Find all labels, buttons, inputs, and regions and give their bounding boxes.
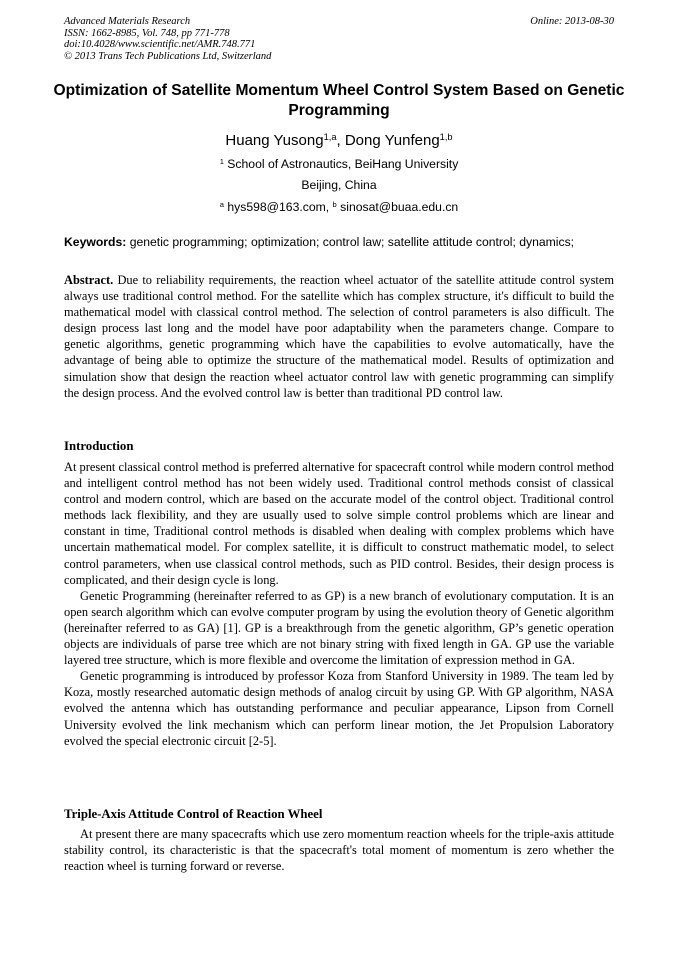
- abstract-label: Abstract.: [64, 273, 114, 287]
- triple-axis-body: [64, 826, 614, 874]
- affiliation-location: Beijing, China: [301, 178, 377, 192]
- keywords-text: genetic programming; optimization; control law; satellite attitude control; dynamics;: [126, 235, 575, 249]
- email-superscript: a: [219, 199, 224, 209]
- author-separator: ,: [336, 132, 345, 149]
- section-heading-introduction: Introduction: [64, 439, 134, 453]
- copyright-line: © 2013 Trans Tech Publications Ltd, Switzerland: [64, 50, 272, 62]
- paragraph: Genetic Programming (hereinafter referred to as GP) is a new branch of evolutionary computation. It is an open search algorithm which can evolve computer program by using the evolution theory of Genetic algorithm (hereinafter referred to as GA) [1]. GP is a breakthrough from the genetic algorithm, GP’s genetic operation objects are individuals of parse tree which are not binary string with fixed length in GA. GP use the variable layered tree structure, which is more flexible and overcome the limitation of expression method in GA.: [64, 588, 614, 668]
- introduction-body: [64, 459, 614, 749]
- online-date: Online: 2013-08-30: [530, 16, 614, 27]
- keywords: [64, 235, 614, 250]
- journal-name: Advanced Materials Research: [64, 16, 191, 27]
- author-name: Huang Yusong: [225, 132, 324, 149]
- affiliation-line: [0, 157, 678, 172]
- email-address: sinosat@buaa.edu.cn: [336, 200, 459, 214]
- abstract: [64, 272, 614, 401]
- abstract-text: Due to reliability requirements, the reaction wheel actuator of the satellite attitude control system always use traditional control method. For the satellite which has complex structure, it's difficult to build the mathematical model with classical control method. The selection of control parameters is also difficult. The design process last long and the model have poor adaptability when the parameters change. Compare to genetic algorithms, genetic programming which have the capabilities to evolve automatically, have the advantage of being able to optimize the structure of the mathematical model. Results of optimization and simulation show that design the reaction wheel actuator control law with genetic programming can simplify the design process. And the evolved control law is better than traditional PD control law.: [64, 273, 614, 400]
- author-name: Dong Yunfeng: [344, 132, 440, 149]
- author-line: [0, 132, 678, 150]
- paragraph: Genetic programming is introduced by professor Koza from Stanford University in 1989. The team led by Koza, mostly researched automatic design methods of analog circuit by using GP. With GP algorithm, NASA evolved the antenna which has outstanding performance and peculiar appearance, Lipson from Cornell University evolved the link mechanism which can perform linear motion, the Jet Propulsion Laboratory evolved the special electronic circuit [2-5].: [64, 669, 614, 748]
- author-superscript: 1,b: [439, 131, 453, 142]
- affiliation-superscript: 1: [219, 156, 224, 166]
- author-superscript: 1,a: [323, 131, 337, 142]
- running-header: [64, 16, 614, 62]
- affiliation-text: School of Astronautics, BeiHang University: [223, 157, 459, 171]
- doi-line: doi:10.4028/www.scientific.net/AMR.748.771: [64, 39, 256, 51]
- email-address: hys598@163.com,: [223, 200, 333, 214]
- issn-line: ISSN: 1662-8985, Vol. 748, pp 771-778: [64, 27, 230, 39]
- paper-title: Optimization of Satellite Momentum Wheel Control System Based on Genetic Programming: [53, 82, 625, 119]
- email-line: [0, 200, 678, 215]
- email-superscript: b: [332, 199, 337, 209]
- section-heading-triple-axis: Triple-Axis Attitude Control of Reaction Wheel: [64, 807, 323, 821]
- keywords-label: Keywords:: [64, 235, 127, 249]
- paragraph: At present classical control method is preferred alternative for spacecraft control while modern control method and intelligent control method has not been widely used. Traditional control methods consist of classical control and modern control, which are based on the accurate model of the control object. Traditional control methods lack flexibility, and they are usually used to solve simple control problems which are linear and constant in time, Traditional control methods is disabled when dealing with complex problems which have uncertain mathematical model. For complex satellite, it is difficult to construct mathematic model, to select control parameters, when use classical control methods, such as PID control. Besides, their design process is complicated, and their design cycle is long.: [64, 460, 614, 587]
- paragraph: At present there are many spacecrafts which use zero momentum reaction wheels for the triple-axis attitude stability control, its characteristic is that the spacecraft's total moment of momentum is zero whether the reaction wheel is turning forward or reverse.: [64, 827, 614, 874]
